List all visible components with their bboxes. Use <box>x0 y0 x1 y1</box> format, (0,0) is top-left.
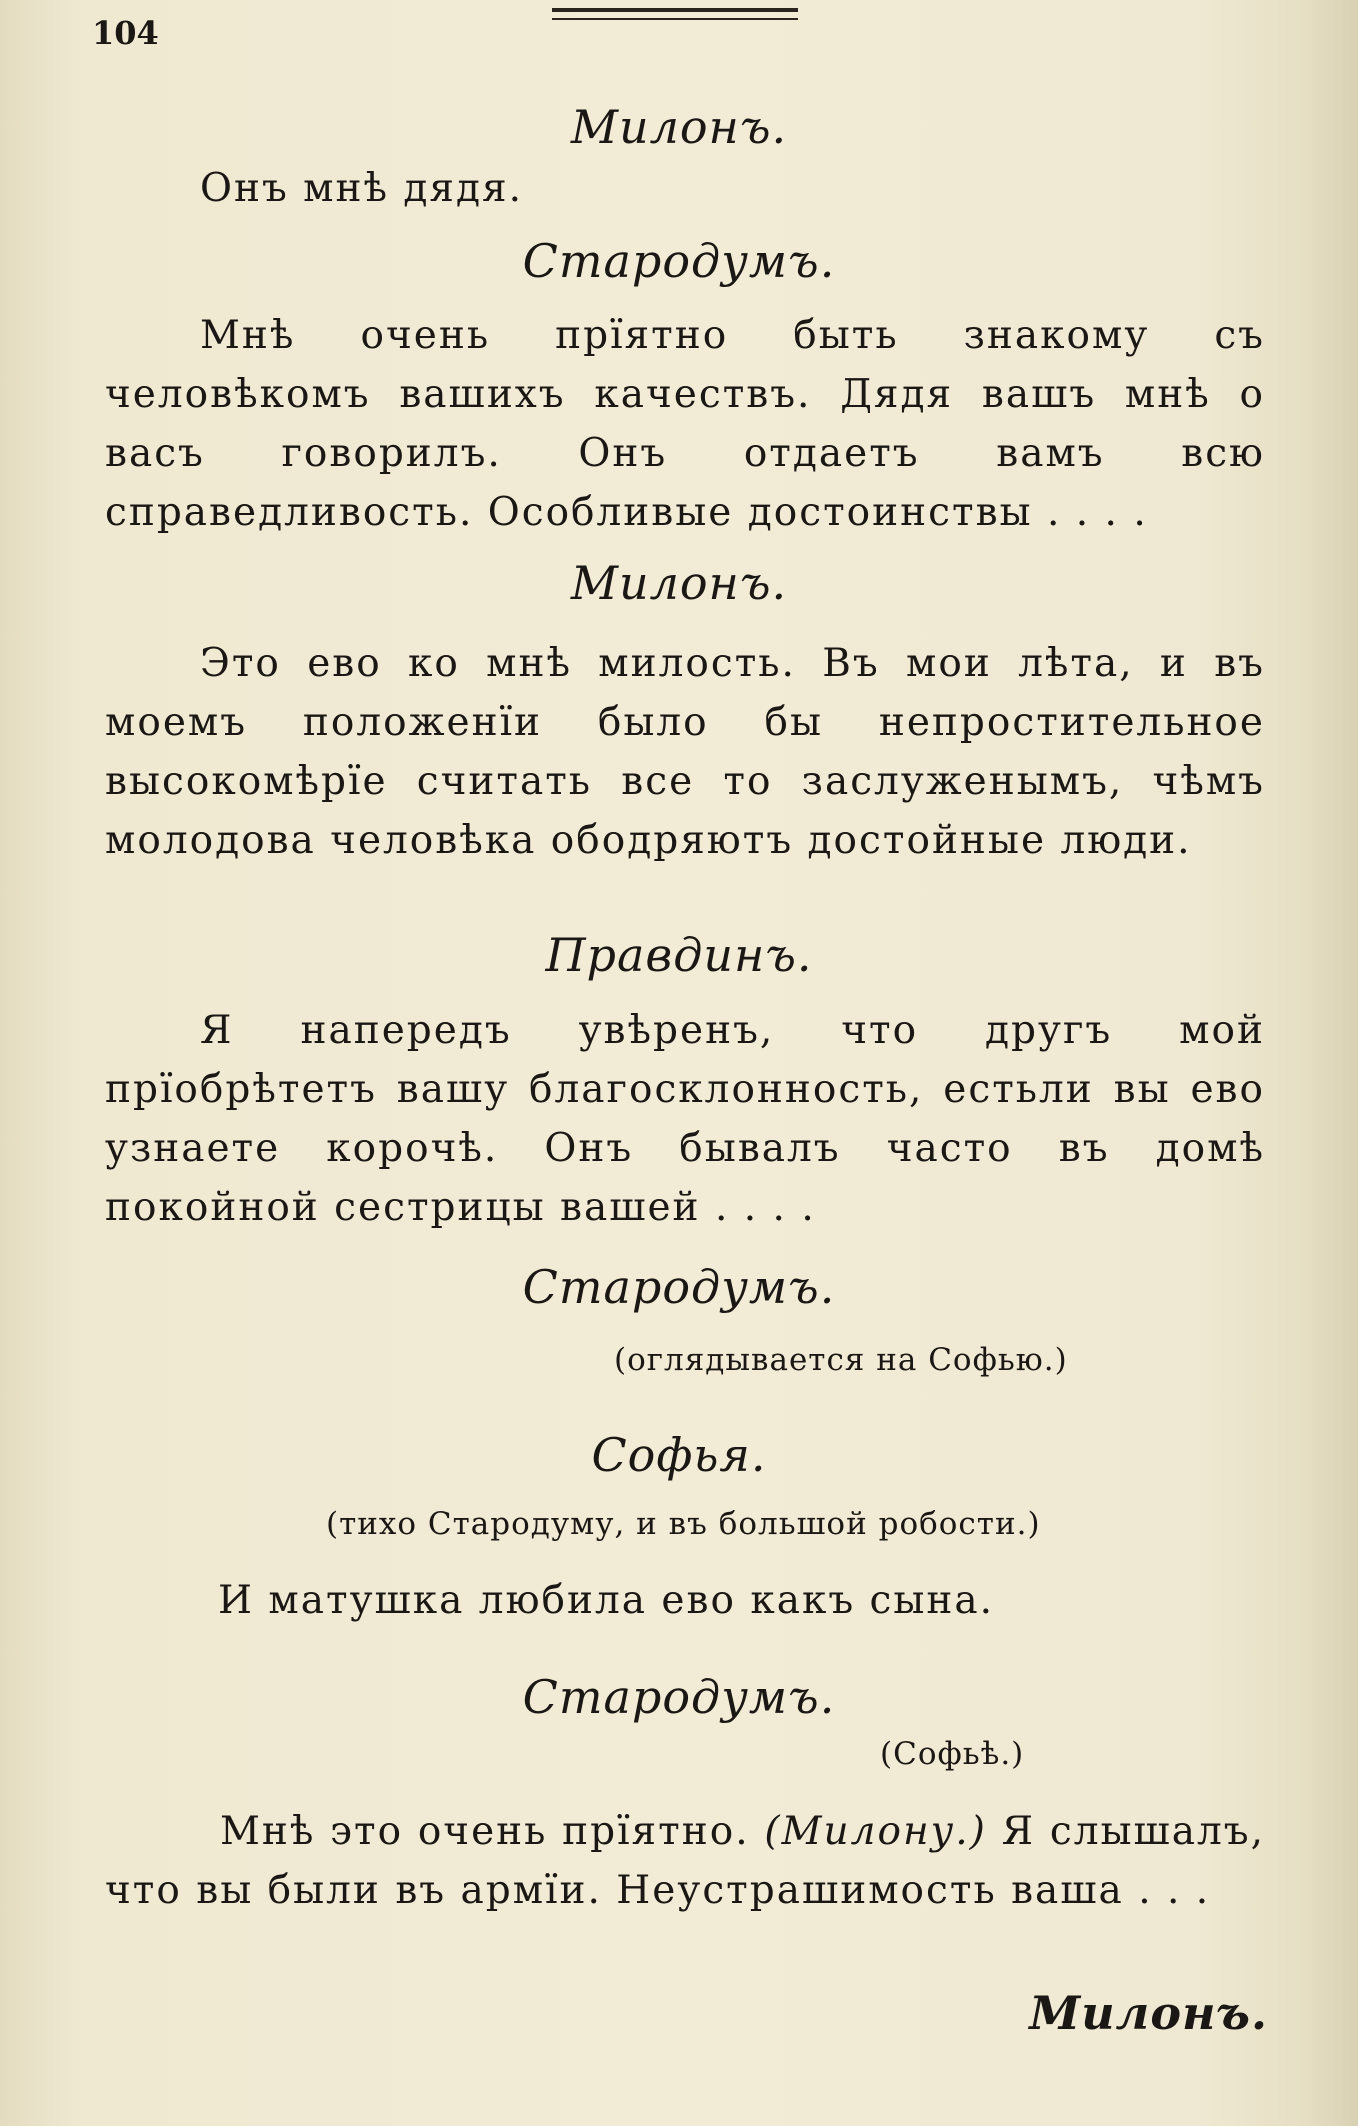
speech-pravdin: Я напередъ увѣренъ, что другъ мой прïобрѣтетъ вашу благосклонность, естьли вы ево узнаете корочѣ. Онъ бывалъ часто въ домѣ покойной сестрицы вашей . . . . <box>105 1008 1265 1230</box>
inline-direction-milonu: (Милону.) <box>764 1809 987 1854</box>
header-rule <box>552 8 798 12</box>
speaker-starodum-2: Стародумъ. <box>522 1260 836 1314</box>
speaker-starodum-3: Стародумъ. <box>522 1670 836 1724</box>
speaker-sofya: Софья. <box>591 1428 767 1482</box>
speech-starodum-3 <box>105 1802 1265 1920</box>
page-number: 104 <box>92 14 159 52</box>
speech-starodum-1: Мнѣ очень прïятно быть знакому съ человѣкомъ вашихъ качествъ. Дядя вашъ мнѣ о васъ говорилъ. Онъ отдаетъ вамъ всю справедливость. Особливые достоинствы . . . . <box>105 313 1265 535</box>
speech-sofya: И матушка любила ево какъ сына. <box>218 1578 995 1623</box>
speaker-milon-2: Милонъ. <box>570 556 788 610</box>
header-rule-thin <box>552 18 798 20</box>
stage-direction-starodum: (оглядывается на Софью.) <box>614 1342 1068 1378</box>
catchword-milon: Милонъ. <box>1029 1986 1268 2040</box>
stage-direction-starodum-2: (Софьѣ.) <box>880 1736 1025 1772</box>
speech-milon-1: Онъ мнѣ дядя. <box>200 166 524 211</box>
speech-starodum-3-part-b: Я слышалъ, что вы были въ армïи. Неустрашимость ваша . . . <box>105 1809 1266 1913</box>
speech-starodum-3-part-a: Мнѣ это очень прïятно. <box>220 1809 750 1854</box>
stage-direction-sofya: (тихо Стародуму, и въ большой робости.) <box>326 1506 1041 1542</box>
speaker-milon: Милонъ. <box>570 100 788 154</box>
speaker-starodum: Стародумъ. <box>522 234 836 288</box>
speaker-pravdin: Правдинъ. <box>545 928 813 982</box>
speech-milon-2: Это ево ко мнѣ милость. Въ мои лѣта, и въ моемъ положенïи было бы непростительное высокомѣрïе считать все то заслуженымъ, чѣмъ молодова человѣка ободряютъ достойные люди. <box>105 641 1265 863</box>
